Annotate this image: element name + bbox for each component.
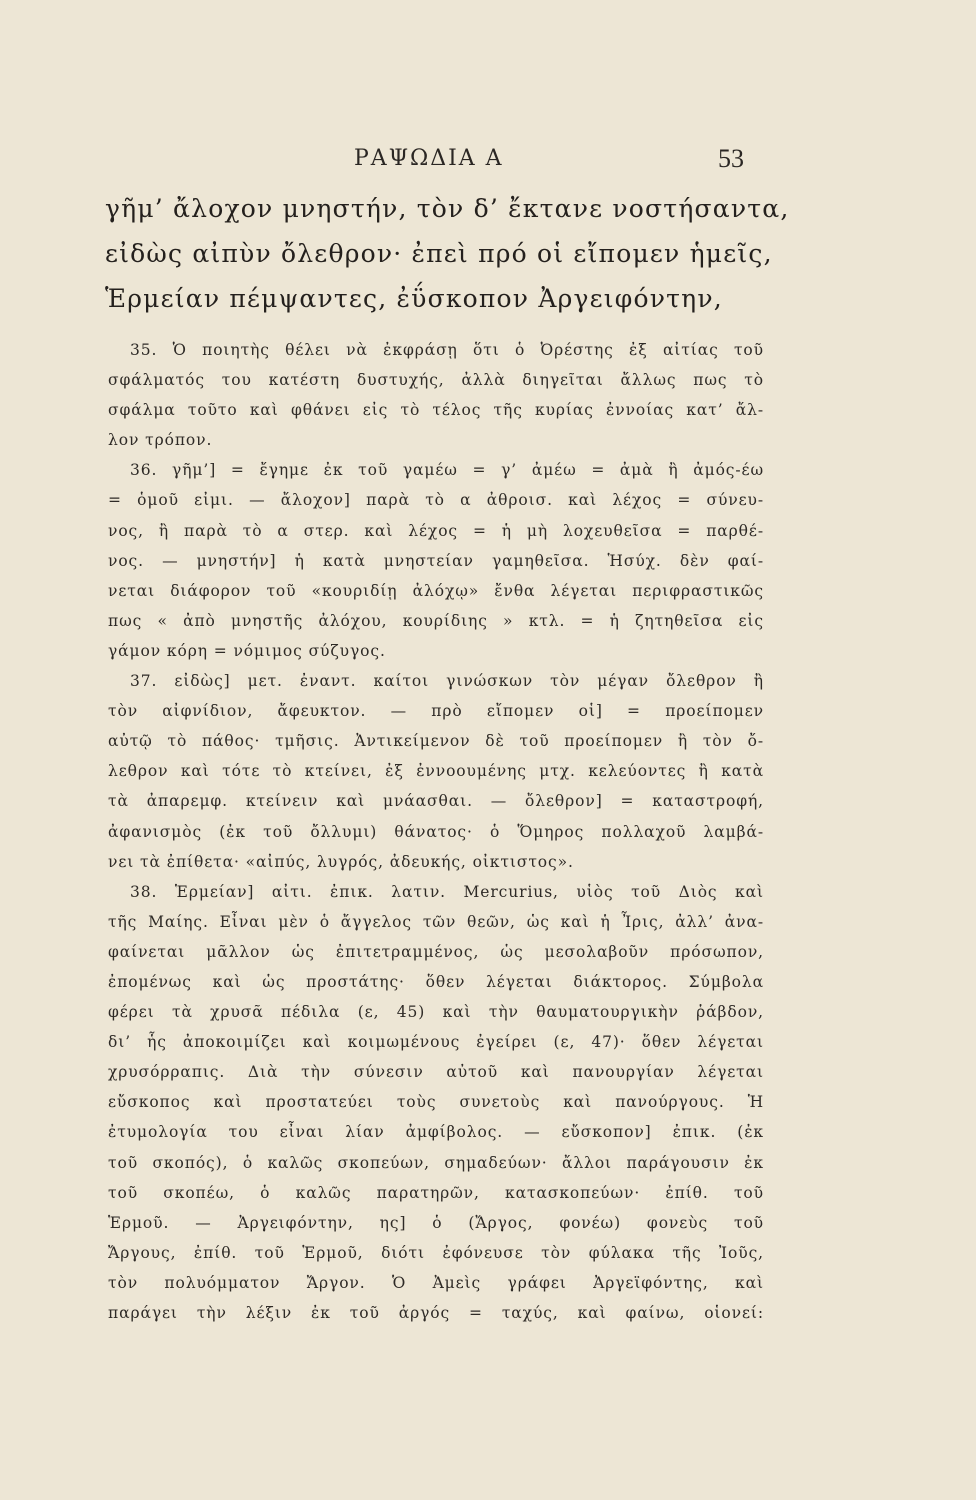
commentary-line: λεθρον καὶ τότε τὸ κτείνει, ἐξ ἐννοουμένης μτχ. κελεύοντες ἢ κατὰ [108, 762, 764, 781]
commentary-line: αὐτῷ τὸ πάθος· τμῆσις. Ἀντικείμενον δὲ τοῦ προείπομεν ἢ τὸν ὄ- [108, 732, 764, 751]
commentary-line: τῆς Μαίης. Εἶναι μὲν ὁ ἄγγελος τῶν θεῶν, ὡς καὶ ἡ Ἶρις, ἀλλ’ ἀνα- [108, 912, 764, 931]
page-number: 53 [718, 144, 744, 173]
commentary-line: τὸν αἰφνίδιον, ἄφευκτον. — πρὸ εἴπομεν οἱ] = προείπομεν [108, 702, 764, 721]
verse-block [105, 186, 790, 321]
running-title: ΡΑΨΩΔΙΑ Α [354, 146, 504, 171]
commentary-line: Ἑρμοῦ. — Ἀργειφόντην, ης] ὁ (Ἄργος, φονέω) φονεὺς τοῦ [108, 1213, 764, 1232]
commentary-line: τοῦ σκοπός), ὁ καλῶς σκοπεύων, σημαδεύων· ἄλλοι παράγουσιν ἐκ [108, 1153, 764, 1172]
commentary-block [108, 335, 764, 1328]
commentary-line: 36. γῆμ’] = ἔγημε ἐκ τοῦ γαμέω = γ’ ἀμέω = ἀμὰ ἢ ἀμός-έω [130, 461, 764, 480]
commentary-line: εὔσκοπος καὶ προστατεύει τοὺς συνετοὺς καὶ πανούργους. Ἡ [108, 1093, 764, 1112]
commentary-line: 38. Ἑρμείαν] αἰτι. ἐπικ. λατιν. Mercurius, υἱὸς τοῦ Διὸς καὶ [130, 882, 764, 901]
commentary-line: σφάλματός του κατέστη δυστυχής, ἀλλὰ διηγεῖται ἄλλως πως τὸ [108, 371, 764, 390]
commentary-line: νεται διάφορον τοῦ «κουριδίῃ ἀλόχῳ» ἔνθα λέγεται περιφραστικῶς [108, 581, 764, 600]
commentary-line: τὸν πολυόμματον Ἄργον. Ὁ Ἀμεὶς γράφει Ἀργεϊφόντης, καὶ [108, 1273, 764, 1292]
running-head [0, 146, 976, 180]
commentary-line: τὰ ἀπαρεμφ. κτείνειν καὶ μνάασθαι. — ὄλεθρον] = καταστροφή, [108, 792, 764, 811]
commentary-line: ἐτυμολογία του εἶναι λίαν ἀμφίβολος. — εὔσκοπον] ἐπικ. (ἐκ [108, 1123, 764, 1142]
commentary-line: Ἄργους, ἐπίθ. τοῦ Ἑρμοῦ, διότι ἐφόνευσε τὸν φύλακα τῆς Ἰοῦς, [108, 1243, 764, 1262]
commentary-line: σφάλμα τοῦτο καὶ φθάνει εἰς τὸ τέλος τῆς κυρίας ἐννοίας κατ’ ἄλ- [108, 401, 764, 420]
commentary-line: ἐπομένως καὶ ὡς προστάτης· ὅθεν λέγεται διάκτορος. Σύμβολα [108, 972, 764, 991]
commentary-line: παράγει τὴν λέξιν ἐκ τοῦ ἀργός = ταχύς, καὶ φαίνω, οἱονεί: [108, 1304, 764, 1322]
commentary-line: νει τὰ ἐπίθετα· «αἰπύς, λυγρός, ἀδευκής, οἰκτιστος». [108, 852, 574, 871]
commentary-line: φέρει τὰ χρυσᾶ πέδιλα (ε, 45) καὶ τὴν θαυματουργικὴν ῥάβδον, [108, 1003, 764, 1022]
verse-line: εἰδὼς αἰπὺν ὄλεθρον· ἐπεὶ πρό οἱ εἴπομεν ἡμεῖς, [105, 239, 773, 268]
commentary-line: πως « ἀπὸ μνηστῆς ἀλόχου, κουρίδιης » κτλ. = ἡ ζητηθεῖσα εἰς [108, 611, 764, 630]
commentary-line: = ὁμοῦ εἰμι. — ἄλοχον] παρὰ τὸ α ἀθροισ. καὶ λέχος = σύνευ- [108, 491, 764, 510]
commentary-line: νος. — μνηστήν] ἡ κατὰ μνηστείαν γαμηθεῖσα. Ἡσύχ. δὲν φαί- [108, 551, 764, 570]
commentary-line: γάμον κόρη = νόμιμος σύζυγος. [108, 641, 386, 660]
commentary-line: δι’ ἧς ἀποκοιμίζει καὶ κοιμωμένους ἐγείρει (ε, 47)· ὅθεν λέγεται [108, 1033, 764, 1052]
commentary-line: νος, ἢ παρὰ τὸ α στερ. καὶ λέχος = ἡ μὴ λοχευθεῖσα = παρθέ- [108, 521, 764, 540]
commentary-line: φαίνεται μᾶλλον ὡς ἐπιτετραμμένος, ὡς μεσολαβοῦν πρόσωπον, [108, 942, 764, 961]
commentary-line: τοῦ σκοπέω, ὁ καλῶς παρατηρῶν, κατασκοπεύων· ἐπίθ. τοῦ [108, 1183, 764, 1202]
commentary-line: 35. Ὁ ποιητὴς θέλει νὰ ἐκφράσῃ ὅτι ὁ Ὀρέστης ἐξ αἰτίας τοῦ [130, 341, 764, 359]
commentary-line: λον τρόπον. [108, 431, 213, 450]
verse-line: Ἑρμείαν πέμψαντες, ἐΰσκοπον Ἀργειφόντην, [105, 284, 723, 313]
commentary-line: 37. εἰδὼς] μετ. ἐναντ. καίτοι γινώσκων τὸν μέγαν ὄλεθρον ἢ [130, 672, 764, 691]
commentary-line: χρυσόρραπις. Διὰ τὴν σύνεσιν αὐτοῦ καὶ πανουργίαν λέγεται [108, 1063, 764, 1082]
commentary-line: ἀφανισμὸς (ἐκ τοῦ ὄλλυμι) θάνατος· ὁ Ὅμηρος πολλαχοῦ λαμβά- [108, 822, 764, 841]
verse-line: γῆμ’ ἄλοχον μνηστήν, τὸν δ’ ἔκτανε νοστήσαντα, [105, 194, 790, 223]
